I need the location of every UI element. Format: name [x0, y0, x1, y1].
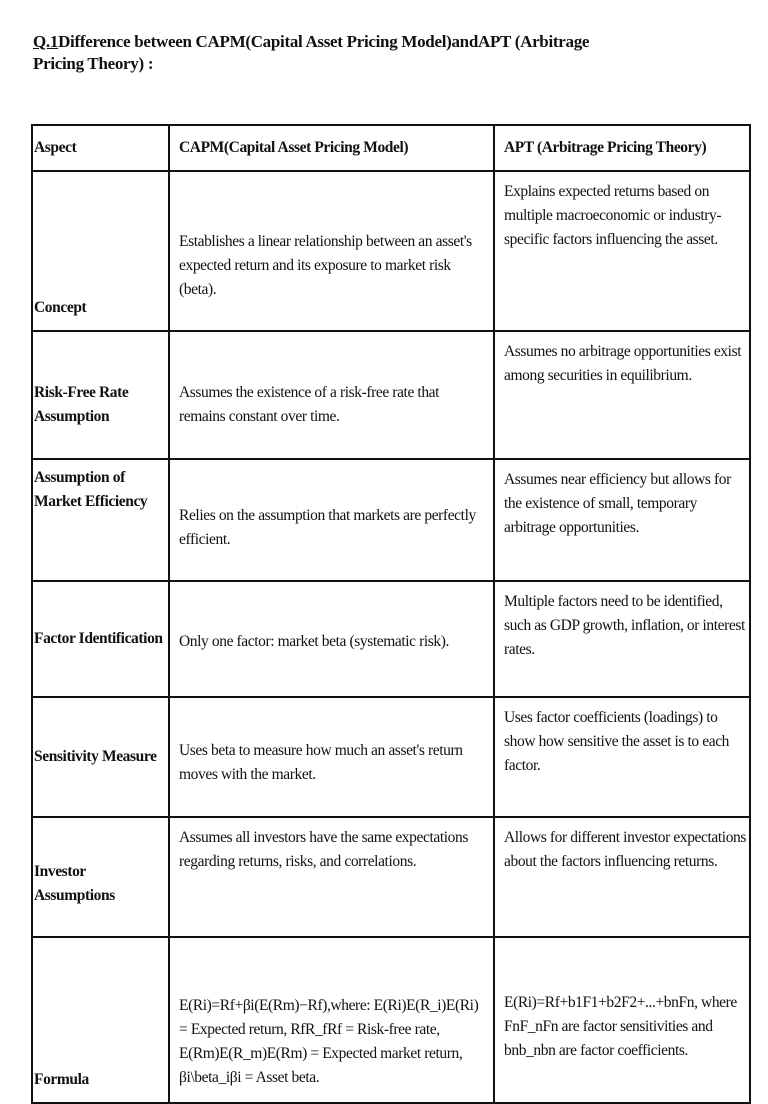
header-apt: APT (Arbitrage Pricing Theory): [494, 125, 750, 171]
row-aspect: Risk-Free Rate Assumption: [32, 331, 169, 459]
row-apt: Assumes near efficiency but allows for the existence of small, temporary arbitrage opportunities.: [494, 459, 750, 581]
question-heading: [33, 31, 733, 75]
row-capm: Assumes the existence of a risk-free rate that remains constant over time.: [169, 331, 494, 459]
row-capm: Only one factor: market beta (systematic risk).: [169, 581, 494, 697]
row-apt: Multiple factors need to be identified, such as GDP growth, inflation, or interest rates.: [494, 581, 750, 697]
table-header-row: [32, 125, 750, 171]
row-apt: Explains expected returns based on multiple macroeconomic or industry-specific factors influencing the asset.: [494, 171, 750, 331]
row-capm: Relies on the assumption that markets are perfectly efficient.: [169, 459, 494, 581]
row-capm: Establishes a linear relationship between an asset's expected return and its exposure to market risk (beta).: [169, 171, 494, 331]
header-capm: CAPM(Capital Asset Pricing Model): [169, 125, 494, 171]
row-capm: Assumes all investors have the same expectations regarding returns, risks, and correlations.: [169, 817, 494, 937]
row-apt: E(Ri)=Rf+b1F1+b2F2+...+bnFn, where FnF_nFn are factor sensitivities and bnb_nbn are factor coefficients.: [494, 937, 750, 1103]
row-apt: Uses factor coefficients (loadings) to show how sensitive the asset is to each factor.: [494, 697, 750, 817]
table-row: [32, 817, 750, 937]
row-aspect: Sensitivity Measure: [32, 697, 169, 817]
table-row: [32, 581, 750, 697]
row-aspect: Assumption of Market Efficiency: [32, 459, 169, 581]
row-capm: Uses beta to measure how much an asset's return moves with the market.: [169, 697, 494, 817]
row-aspect: Investor Assumptions: [32, 817, 169, 937]
row-aspect: Factor Identification: [32, 581, 169, 697]
table-row: [32, 459, 750, 581]
row-capm: E(Ri)=Rf+βi(E(Rm)−Rf),where: E(Ri)E(R_i)E(Ri) = Expected return, RfR_fRf = Risk-free rate, E(Rm)E(R_m)E(Rm) = Expected market return, βi\beta_iβi = Asset beta.: [169, 937, 494, 1103]
table-row: [32, 937, 750, 1103]
question-number: Q.1: [33, 32, 59, 51]
row-apt: Assumes no arbitrage opportunities exist among securities in equilibrium.: [494, 331, 750, 459]
header-aspect: Aspect: [32, 125, 169, 171]
table-row: [32, 697, 750, 817]
row-aspect: Concept: [32, 171, 169, 331]
table-row: [32, 331, 750, 459]
table-row: [32, 171, 750, 331]
question-title: Difference between CAPM(Capital Asset Pricing Model)andAPT (Arbitrage: [58, 32, 590, 51]
row-aspect: Formula: [32, 937, 169, 1103]
question-title-line2: Pricing Theory) :: [33, 54, 154, 73]
row-apt: Allows for different investor expectations about the factors influencing returns.: [494, 817, 750, 937]
comparison-table: [31, 124, 751, 1104]
